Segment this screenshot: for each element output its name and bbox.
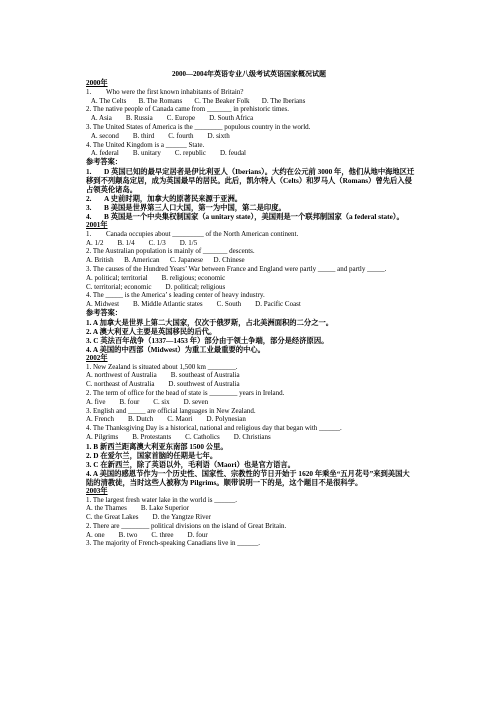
question-line (86, 105, 416, 114)
question-number: 1. (86, 87, 92, 96)
question-text: 2. The term of office for the head of state is ________ years in Ireland. (86, 388, 285, 397)
question-line (86, 97, 416, 106)
question-text: C. the Great Lakes D. the Yangtze River (86, 513, 211, 522)
question-line (86, 149, 416, 158)
question-line (86, 114, 416, 123)
answer-line (86, 460, 416, 469)
question-text: A. 1/2 B. 1/4 C. 1/3 D. 1/5 (86, 238, 198, 247)
answer-line (86, 469, 416, 487)
answer-line (86, 327, 416, 336)
question-line (86, 265, 416, 274)
question-line (86, 407, 416, 416)
question-line (86, 88, 416, 97)
question-line (86, 504, 416, 513)
answer-text: 1. B 新西兰距离澳大利亚东南部 1500 公里。 (86, 441, 228, 451)
answer-text: 4. A 美国的中西部（Midwest）为重工业最重要的中心。 (86, 344, 265, 354)
answer-line (86, 336, 416, 345)
answer-line (86, 451, 416, 460)
answer-line (86, 203, 416, 212)
answer-text: 2. D 在爱尔兰，国家首脑的任期是七年。 (86, 450, 218, 460)
question-text: 2. The native people of Canada came from _______ in prehistoric times. (86, 105, 290, 114)
document-page (86, 70, 416, 548)
question-line (86, 132, 416, 141)
document-body (86, 79, 416, 548)
question-text: 4. The Thanksgiving Day is a historical, national and religious day that began with ______. (86, 424, 342, 433)
question-line (86, 513, 416, 522)
question-text: C. territorial; economic D. political; religious (86, 282, 226, 291)
answer-text: B 英国是一个中央集权制国家（a unitary state），美国则是一个联邦制国家（a federal state）。 (104, 211, 404, 221)
question-text: A. the Thames B. Lake Superior (86, 504, 189, 513)
answer-line (86, 194, 416, 203)
question-line (86, 141, 416, 150)
year-heading: 2003年 (86, 486, 108, 495)
question-text: Who were the first known inhabitants of Britain? (106, 87, 244, 96)
question-text: Canada occupies about _________ of the North American continent. (106, 229, 299, 238)
question-line (86, 123, 416, 132)
question-line (86, 398, 416, 407)
page-title: 2000—2004年英语专业八级考试英语国家概况试题 (172, 70, 326, 78)
answer-header: 参考答案： (86, 308, 122, 317)
question-line (86, 230, 416, 239)
question-text: 3. The United States of America is the ________ populous country in the world. (86, 122, 311, 131)
answer-number: 4. (86, 211, 92, 221)
question-text: A. Asia B. Russia C. Europe D. South Africa (86, 114, 254, 123)
answer-line (86, 167, 416, 194)
answer-text: 1. A 加拿大是世界上第二大国家，仅次于俄罗斯，占北美洲面积的二分之一。 (86, 317, 334, 327)
question-text: A. Midwest B. Middle Atlantic states C. South D. Pacific Coast (86, 300, 301, 309)
answer-text: 3. C 在新西兰，除了英语以外，毛利语（Maori）也是官方语言。 (86, 459, 295, 469)
year-heading: 2002年 (86, 353, 108, 362)
question-line (86, 363, 416, 372)
question-text: 4. The United Kingdom is a ______ State. (86, 140, 205, 149)
question-line (86, 424, 416, 433)
year-heading: 2001年 (86, 220, 108, 229)
question-number: 1. (86, 229, 92, 238)
question-text: A. British B. American C. Japanese D. Chinese (86, 256, 245, 265)
question-text: A. French B. Dutch C. Maori D. Polynesian (86, 415, 246, 424)
question-line (86, 496, 416, 505)
question-text: A. Pilgrims B. Protestants C. Catholics D. Christians (86, 432, 271, 441)
question-text: 4. The _____ is the America’ s leading center of heavy industry. (86, 291, 265, 300)
question-line (86, 433, 416, 442)
question-text: 2. There are ________ political divisions on the island of Great Britain. (86, 521, 287, 530)
answer-number: 3. (86, 202, 92, 212)
question-line (86, 256, 416, 265)
answer-text: D 英国已知的最早定居者是伊比利亚人（Iberians）。大约在公元前 3000 年，他们从地中海地区迁移到不列颠岛定居，成为英国最早的居民。此后，凯尔特人（Celts）和罗马人（Romans）曾先后入侵占领英伦诸岛。 (86, 166, 415, 194)
question-line (86, 371, 416, 380)
answer-header: 参考答案： (86, 158, 122, 167)
year-heading: 2000年 (86, 79, 108, 87)
question-text: 1. New Zealand is situated about 1,500 km ________. (86, 362, 238, 371)
question-text: A. federal B. unitary C. republic D. feudal (86, 149, 246, 158)
question-text: 3. The majority of French-speaking Canadians live in ______. (86, 539, 261, 548)
answer-text: 2. A 澳大利亚人主要是英国移民的后代。 (86, 326, 217, 336)
answer-text: A 史前时期，加拿大的原著民来源于亚洲。 (104, 193, 243, 203)
answer-line (86, 345, 416, 354)
answer-number: 2. (86, 193, 92, 203)
question-line (86, 539, 416, 548)
answer-line (86, 318, 416, 327)
question-line (86, 380, 416, 389)
question-text: 2. The Australian population is mainly of _______ descents. (86, 247, 255, 256)
question-line (86, 239, 416, 248)
question-text: 1. The largest fresh water lake in the world is ______. (86, 495, 237, 504)
question-text: 3. English and _____ are official languages in New Zealand. (86, 406, 256, 415)
answer-text: 4. A 美国的感恩节作为一个历史性、国家性、宗教性的节日开始于 1620 年乘坐“五月花号”来到美国大陆的清教徒，当时这些人被称为 Pilgrims。顺带说明一下的是，这个题目不是很科学。 (86, 468, 410, 487)
question-line (86, 283, 416, 292)
question-line (86, 300, 416, 309)
question-text: A. one B. two C. three D. four (86, 530, 208, 539)
answer-text: 3. C 英法百年战争（1337—1453 年）部分由于领土争端，部分是经济原因。 (86, 335, 329, 345)
answer-text: B 美国是世界第三人口大国，第一为中国，第二是印度。 (104, 202, 286, 212)
question-line (86, 531, 416, 540)
question-text: A. second B. third C. fourth D. sixth (86, 131, 230, 140)
question-line (86, 522, 416, 531)
question-line (86, 247, 416, 256)
question-text: A. northwest of Australia B. southeast of Australia (86, 371, 240, 380)
question-text: 3. The causes of the Hundred Years’ War between France and England were partly _____ and partly _____. (86, 264, 387, 273)
question-text: A. five B. four C. six D. seven (86, 397, 209, 406)
answer-number: 1. (86, 166, 92, 176)
question-text: A. political; territorial B. religious; economic (86, 273, 226, 282)
question-line (86, 274, 416, 283)
answer-line (86, 212, 416, 221)
question-line (86, 389, 416, 398)
question-text: A. The Celts B. The Romans C. The Beaker Folk D. The Iberians (86, 96, 306, 105)
question-line (86, 291, 416, 300)
answer-line (86, 442, 416, 451)
question-text: C. northeast of Australia D. southwest of Australia (86, 380, 240, 389)
question-line (86, 415, 416, 424)
